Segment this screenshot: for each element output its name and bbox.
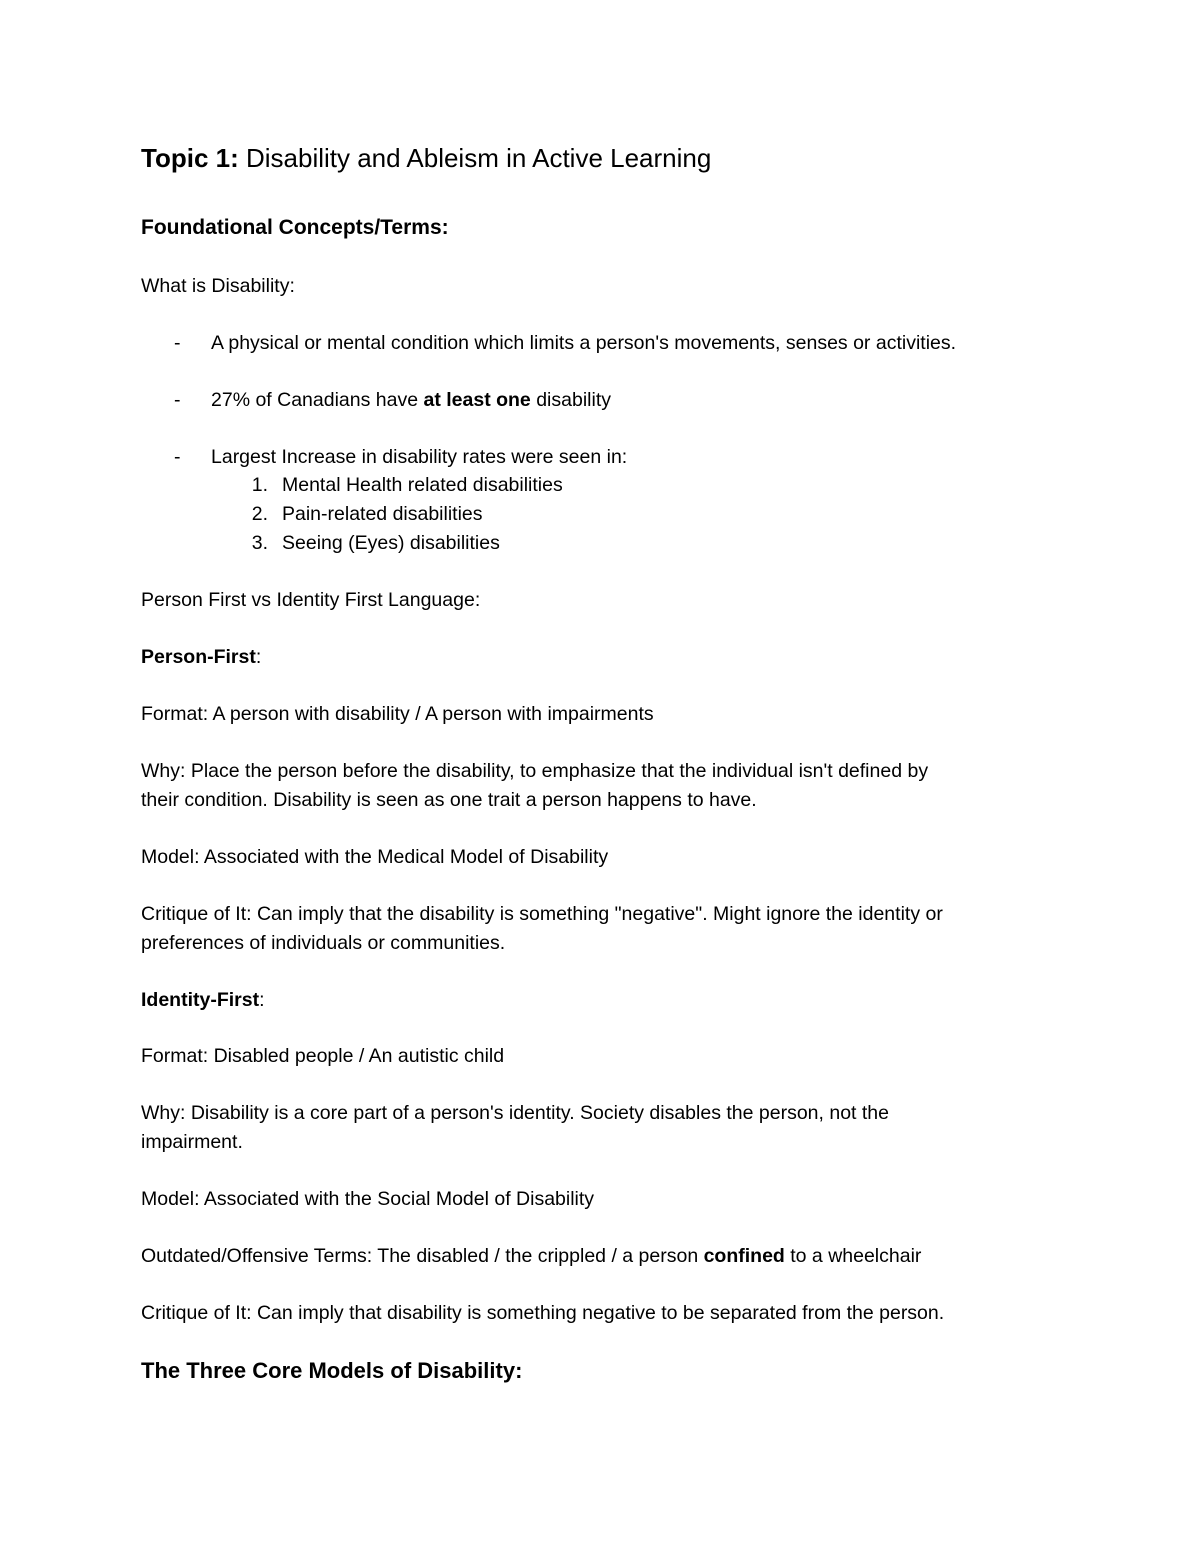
- bullet-dash: -: [174, 332, 181, 354]
- bullet-dash: -: [174, 389, 181, 411]
- page-title: [141, 141, 711, 175]
- identity-first-heading-text: Identity-First: [141, 989, 260, 1011]
- identity-first-heading: [141, 986, 265, 1015]
- person-first-colon: :: [255, 646, 262, 668]
- list-item: Seeing (Eyes) disabilities: [282, 532, 500, 554]
- identity-first-format: Format: Disabled people / An autistic child: [141, 1045, 505, 1067]
- list-number: 2.: [251, 503, 268, 525]
- bullet-increase: Largest Increase in disability rates were seen in:: [211, 446, 628, 468]
- foundational-heading: Foundational Concepts/Terms:: [141, 216, 449, 239]
- person-first-critique-line1: Critique of It: Can imply that the disability is something "negative". Might ignore the identity or: [141, 903, 943, 925]
- person-first-critique-line2: preferences of individuals or communities.: [141, 932, 506, 954]
- title-topic-label: Topic 1:: [141, 143, 239, 173]
- bullet-statistic-after: disability: [530, 389, 611, 411]
- outdated-terms-bold: confined: [703, 1245, 785, 1267]
- list-item: Mental Health related disabilities: [282, 474, 563, 496]
- list-number: 1.: [251, 474, 268, 496]
- list-item: Pain-related disabilities: [282, 503, 483, 525]
- list-number: 3.: [251, 532, 268, 554]
- bullet-statistic: [211, 386, 611, 415]
- person-first-why-line1: Why: Place the person before the disability, to emphasize that the individual isn't defined by: [141, 760, 929, 782]
- person-first-heading-text: Person-First: [141, 646, 256, 668]
- what-is-disability-label: What is Disability:: [141, 275, 295, 297]
- identity-first-model: Model: Associated with the Social Model of Disability: [141, 1188, 595, 1210]
- outdated-terms-after: to a wheelchair: [784, 1245, 922, 1267]
- bullet-dash: -: [174, 446, 181, 468]
- person-first-format: Format: A person with disability / A person with impairments: [141, 703, 654, 725]
- identity-first-colon: :: [259, 989, 265, 1011]
- person-vs-identity-label: Person First vs Identity First Language:: [141, 589, 481, 611]
- title-text: Disability and Ableism in Active Learning: [238, 143, 712, 173]
- identity-first-why-line2: impairment.: [141, 1131, 243, 1153]
- person-first-why-line2: their condition. Disability is seen as one trait a person happens to have.: [141, 789, 757, 811]
- bullet-definition: A physical or mental condition which limits a person's movements, senses or activities.: [211, 332, 957, 354]
- identity-first-outdated-terms: [141, 1242, 921, 1271]
- bullet-statistic-bold: at least one: [423, 389, 531, 411]
- three-models-heading: The Three Core Models of Disability:: [141, 1358, 523, 1383]
- person-first-heading: [141, 643, 261, 672]
- person-first-model: Model: Associated with the Medical Model of Disability: [141, 846, 609, 868]
- bullet-statistic-before: 27% of Canadians have: [211, 389, 424, 411]
- outdated-terms-before: Outdated/Offensive Terms: The disabled / the crippled / a person: [141, 1245, 704, 1267]
- identity-first-why-line1: Why: Disability is a core part of a person's identity. Society disables the person, not the: [141, 1102, 889, 1124]
- identity-first-critique: Critique of It: Can imply that disability is something negative to be separated from the person.: [141, 1302, 945, 1324]
